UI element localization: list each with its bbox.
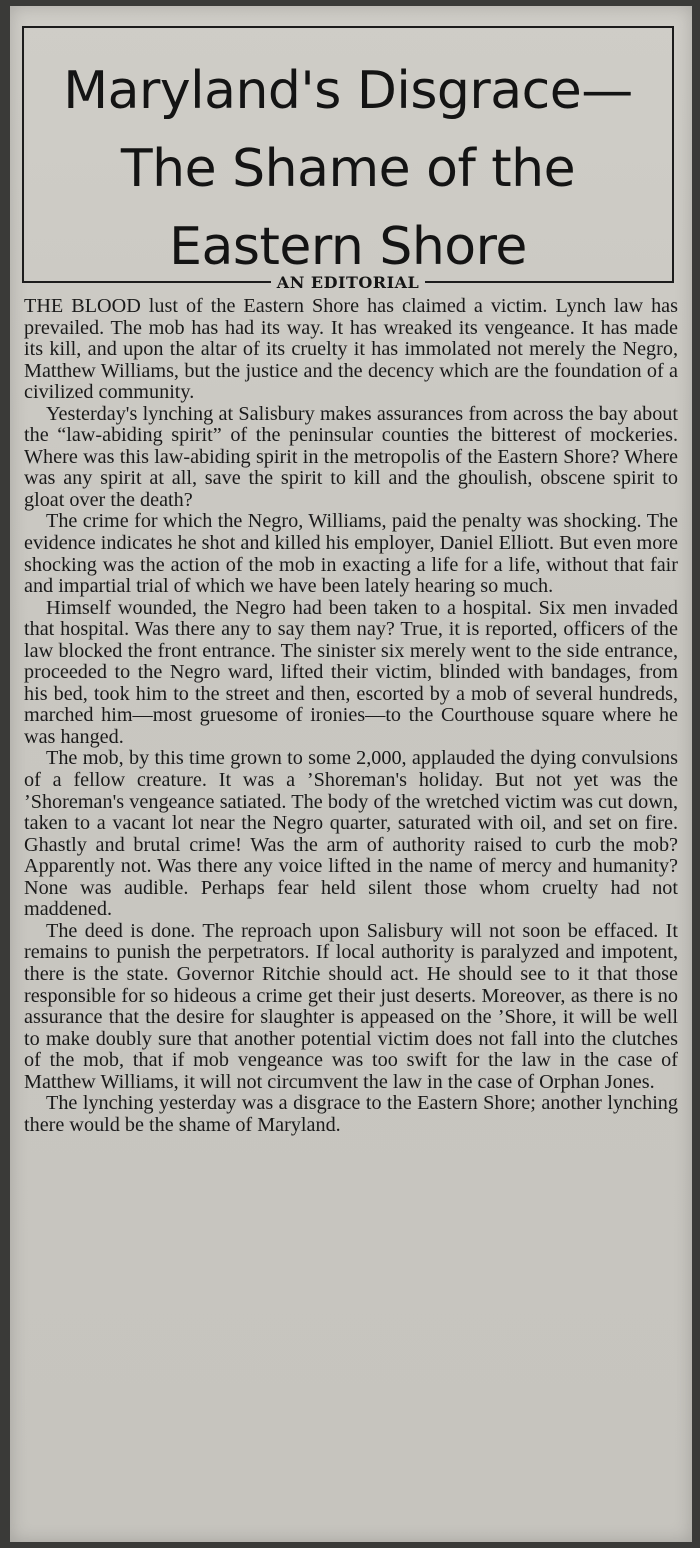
headline: [24, 28, 672, 286]
headline-line-2: The Shame of the: [120, 139, 576, 199]
rule-right: [425, 281, 674, 283]
headline-line-3: Eastern Shore: [169, 217, 527, 277]
editorial-kicker: AN EDITORIAL: [276, 272, 420, 292]
headline-box: [22, 26, 674, 281]
editorial-body: [24, 296, 678, 1136]
paragraph-6: The deed is done. The reproach upon Salisbury will not soon be effaced. It remains to punish the perpetrators. If local authority is paralyzed and impotent, there is the state. Governor Ritchie should act. He should see to it that those responsible for so hideous a crime get their just deserts. Moreover, as there is no assurance that the desire for slaughter is appeased on the ’Shore, it will be well to make doubly sure that another potential victim does not fall into the clutches of the mob, that if mob vengeance was too swift for the law in the case of Matthew Williams, it will not circumvent the law in the case of Orphan Jones.: [24, 919, 678, 1093]
paragraph-7: The lynching yesterday was a disgrace to the Eastern Shore; another lynching there would be the shame of Maryland.: [24, 1092, 678, 1136]
paragraph-4: Himself wounded, the Negro had been taken to a hospital. Six men invaded that hospital. Was there any to say them nay? True, it is reported, officers of the law blocked the front entrance. The sinister six merely went to the side entrance, proceeded to the Negro ward, lifted their victim, blinded with bandages, from his bed, took him to the street and then, escorted by a mob of several hundreds, marched him—most gruesome of ironies—to the Courthouse square where he was hanged.: [24, 596, 678, 748]
newspaper-clipping: [10, 6, 692, 1542]
rule-left: [22, 281, 271, 283]
paragraph-5: The mob, by this time grown to some 2,000, applauded the dying convulsions of a fellow creature. It was a ’Shoreman's holiday. But not yet was the ’Shoreman's vengeance satiated. The body of the wretched victim was cut down, taken to a vacant lot near the Negro quarter, saturated with oil, and set on fire. Ghastly and brutal crime! Was the arm of authority raised to curb the mob? Apparently not. Was there any voice lifted in the name of mercy and humanity? None was audible. Perhaps fear held silent those whom cruelty had not maddened.: [24, 747, 678, 921]
kicker-row: [22, 270, 674, 294]
headline-line-1: Maryland's Disgrace—: [63, 61, 633, 121]
paragraph-1: THE BLOOD lust of the Eastern Shore has claimed a victim. Lynch law has prevailed. The mob has had its way. It has wreaked its vengeance. It has made its kill, and upon the altar of its cruelty it has immolated not merely the Negro, Matthew Williams, but the justice and the decency which are the foundation of a civilized community.: [24, 295, 678, 404]
paragraph-3: The crime for which the Negro, Williams, paid the penalty was shocking. The evidence indicates he shot and killed his employer, Daniel Elliott. But even more shocking was the action of the mob in exacting a life for a life, without that fair and impartial trial of which we have been lately hearing so much.: [24, 510, 678, 598]
paragraph-2: Yesterday's lynching at Salisbury makes assurances from across the bay about the “law-abiding spirit” of the peninsular counties the bitterest of mockeries. Where was this law-abiding spirit in the metropolis of the Eastern Shore? Where was any spirit at all, save the spirit to kill and the ghoulish, obscene spirit to gloat over the death?: [24, 402, 678, 511]
